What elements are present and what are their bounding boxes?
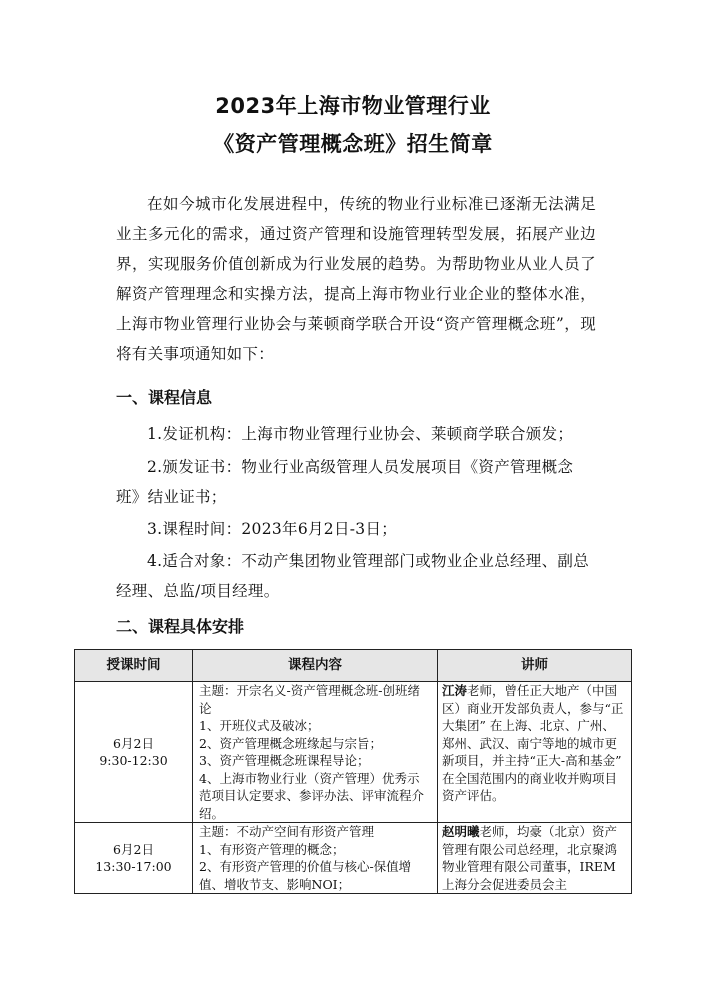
content-line: 4、上海市物业行业（资产管理）优秀示范项目认定要求、参评办法、评审流程介绍。 [199, 770, 425, 821]
document-title-line-1: 2023年上海市物业管理行业 [215, 94, 491, 118]
header-content: 课程内容 [193, 650, 438, 682]
course-info-item [116, 546, 596, 606]
teacher-name: 江涛 [442, 683, 468, 698]
course-info-item-text: 2.颁发证书：物业行业高级管理人员发展项目《资产管理概念班》结业证书； [116, 458, 574, 506]
teacher-name: 赵明曦 [442, 824, 480, 839]
content-line: 2、资产管理概念班缘起与宗旨； [199, 735, 382, 751]
table-row [75, 823, 632, 894]
session-time-cell [75, 682, 193, 823]
teacher-cell [438, 682, 632, 823]
teacher-bio: 老师，曾任正大地产（中国区）商业开发部负责人，参与“正大集团” 在上海、北京、广州、郑州、武汉、南宁等地的城市更新项目，并主持“正大-高和基金” 在全国范围内的商业收并购项目资产评估。 [442, 683, 624, 803]
teacher-cell [438, 823, 632, 894]
session-content-cell [193, 682, 438, 823]
section-heading-schedule: 二、课程具体安排 [116, 617, 245, 636]
content-line: 1、有形资产管理的概念； [199, 841, 345, 857]
intro-paragraph: 在如今城市化发展进程中，传统的物业行业标准已逐渐无法满足业主多元化的需求，通过资产管理和设施管理转型发展，拓展产业边界，实现服务价值创新成为行业发展的趋势。为帮助物业从业人员了解资产管理理念和实操方法，提高上海市物业行业企业的整体水准，上海市物业管理行业协会与莱顿商学联合开设“资产管理概念班”，现将有关事项通知如下： [116, 195, 596, 363]
session-hours: 9:30-12:30 [99, 753, 168, 768]
content-line: 2、有形资产管理的价值与核心-保值增值、增收节支、影响NOI； [199, 859, 412, 892]
session-time-cell [75, 823, 193, 894]
content-line: 主题：开宗名义-资产管理概念班-创班绪论 [199, 683, 420, 716]
table-row [75, 682, 632, 823]
session-date: 6月2日 [113, 735, 154, 751]
course-info-item-text: 3.课程时间：2023年6月2日-3日； [147, 520, 398, 538]
section-heading-course-info: 一、课程信息 [116, 388, 213, 407]
teacher-bio: 老师，均豪（北京）资产管理有限公司总经理，北京聚鸿物业管理有限公司董事，IREM上海分会促进委员会主 [442, 824, 618, 892]
session-date: 6月2日 [113, 841, 154, 857]
course-info-item [116, 514, 596, 544]
header-teacher: 讲师 [438, 650, 632, 682]
schedule-table [74, 649, 632, 894]
session-hours: 13:30-17:00 [95, 859, 172, 874]
content-line: 主题：不动产空间有形资产管理 [199, 824, 375, 839]
document-title-line-2: 《资产管理概念班》招生简章 [213, 132, 493, 156]
table-header-row [75, 650, 632, 682]
course-info-item-text: 1.发证机构：上海市物业管理行业协会、莱顿商学联合颁发； [147, 425, 574, 443]
course-info-item [116, 452, 596, 512]
content-line: 3、资产管理概念班课程导论； [199, 753, 370, 768]
session-content-cell [193, 823, 438, 894]
header-time: 授课时间 [75, 650, 193, 682]
course-info-item-text: 4.适合对象：不动产集团物业管理部门或物业企业总经理、副总经理、总监/项目经理。 [116, 552, 589, 600]
content-line: 1、开班仪式及破冰； [199, 718, 320, 733]
course-info-item [116, 419, 596, 449]
